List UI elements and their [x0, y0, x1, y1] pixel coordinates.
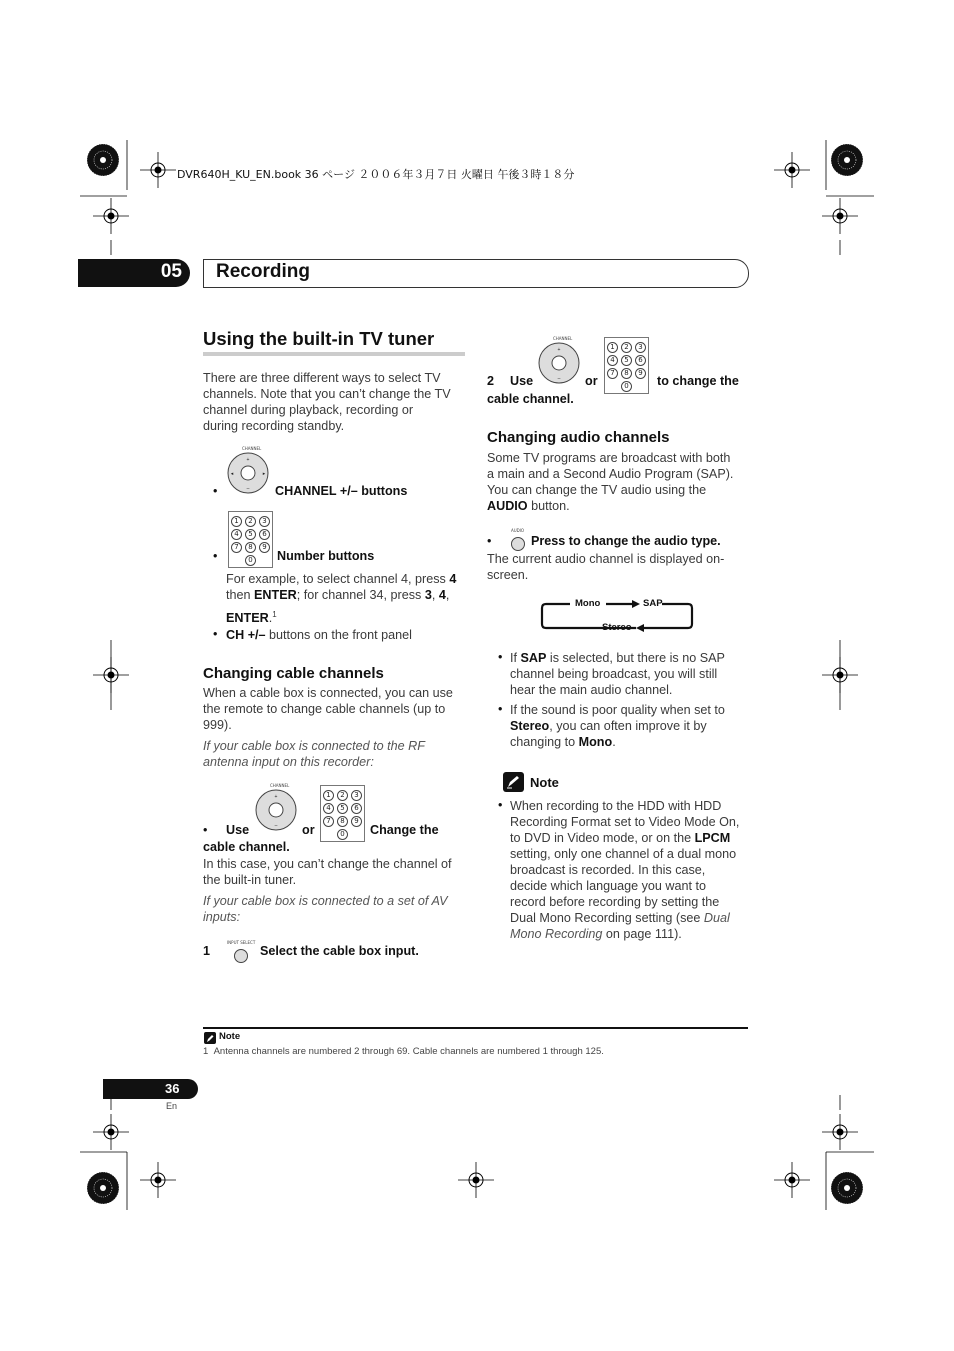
- mono-label: Mono: [575, 598, 601, 609]
- chapter-title: Recording: [216, 261, 310, 282]
- stereo-label: Stereo: [602, 622, 632, 633]
- number-buttons-label: Number buttons: [277, 549, 375, 563]
- footnote-text: 1 Antenna channels are numbered 2 through 69. Cable channels are numbered 1 through 125.: [203, 1046, 604, 1057]
- or-label: or: [302, 823, 315, 837]
- svg-text:+: +: [274, 794, 278, 800]
- reg-mark-11: [774, 1162, 810, 1198]
- example-paragraph: For example, to select channel 4, press 4 then ENTER; for channel 34, press 3, 4, ENTER.$^1$: [226, 572, 457, 626]
- cable-channel-label-2: cable channel.: [487, 392, 574, 406]
- reg-mark-3: [93, 198, 129, 234]
- svg-text:▸: ▸: [262, 471, 266, 477]
- section-title: Using the built-in TV tuner: [203, 328, 435, 349]
- svg-text:◂: ◂: [230, 471, 234, 477]
- reg-mark-7: [93, 1114, 129, 1150]
- star-mark-tr: [831, 144, 863, 176]
- audio-heading: Changing audio channels: [487, 429, 670, 446]
- bullet-dot: •: [498, 650, 503, 664]
- cable-heading: Changing cable channels: [203, 665, 384, 682]
- use-label: Use: [226, 823, 250, 837]
- channel-button-icon-3: CHANNEL + –: [536, 336, 582, 388]
- reg-mark-10: [458, 1162, 494, 1198]
- footnote-rule: [203, 1027, 748, 1029]
- bullet-dot: •: [213, 484, 218, 498]
- sap-bullet: If SAP is selected, but there is no SAP channel being broadcast, you will still hear the main audio channel.: [510, 651, 725, 697]
- footnote-note-icon: [204, 1032, 216, 1044]
- bullet-dot: •: [213, 627, 218, 641]
- bullet-dot: •: [487, 534, 492, 548]
- chapter-number: 05: [160, 261, 182, 282]
- number-buttons-icon-3: 1 2 3 4 5 6 7 8 9 0: [604, 337, 649, 394]
- step-1-text: Select the cable box input.: [260, 944, 419, 958]
- page-lang: En: [166, 1101, 178, 1111]
- channel-button-icon: CHANNEL + – ◂ ▸: [225, 446, 271, 496]
- reg-mark-1: [140, 152, 176, 188]
- step-2-number: 2: [487, 374, 495, 388]
- reg-mark-8: [822, 1114, 858, 1150]
- use-label-2: Use: [510, 374, 534, 388]
- bullet-dot: •: [203, 823, 208, 837]
- av-italic: If your cable box is connected to a set of AV inputs:: [203, 894, 448, 924]
- svg-text:–: –: [274, 823, 278, 829]
- reg-mark-9: [140, 1162, 176, 1198]
- stereo-bullet: If the sound is poor quality when set to Stereo, you can often improve it by changing to Mono.: [510, 703, 725, 749]
- footnote-ref: 1: [272, 610, 277, 619]
- svg-text:–: –: [557, 376, 561, 382]
- audio-button-icon: AUDIO: [508, 528, 530, 552]
- star-mark-bl: [87, 1172, 119, 1204]
- page-number-pill: [103, 1079, 198, 1099]
- note-text: When recording to the HDD with HDD Recording Format set to Video Mode On, to DVD in Video mode, or on the LPCM setting, only one channel of a dual mono broadcast is recorded. In this case, decide which language you want to record before recording by setting the Dual Mono Recording setting (see Dual Mono Recording on page 111).: [510, 799, 740, 941]
- step-1-number: 1: [203, 944, 211, 958]
- note-title: Note: [530, 775, 559, 790]
- chapter-title-bar: [203, 259, 749, 288]
- change-label: Change the: [370, 823, 439, 837]
- intro-paragraph: There are three different ways to select TV channels. Note that you can’t change the TV channel during playback, recording or during recording standby.: [203, 371, 451, 433]
- audio-paragraph: Some TV programs are broadcast with both a main and a Second Audio Program (SAP). You can change the TV audio using the AUDIO button.: [487, 451, 734, 513]
- input-select-icon: INPUT SELECT: [226, 940, 258, 964]
- svg-text:+: +: [557, 347, 561, 353]
- or-label-2: or: [585, 374, 598, 388]
- front-panel-bullet: CH +/– buttons on the front panel: [226, 628, 412, 642]
- cable-paragraph: When a cable box is connected, you can use the remote to change cable channels (up to 999).: [203, 686, 453, 732]
- reg-mark-4: [822, 198, 858, 234]
- channel-button-icon-2: CHANNEL + –: [253, 783, 299, 835]
- chapter-pill: [78, 259, 190, 287]
- cannot-paragraph: In this case, you can’t change the channel of the built-in tuner.: [203, 857, 452, 887]
- section-rule: [203, 352, 465, 356]
- current-paragraph: The current audio channel is displayed on- screen.: [487, 552, 725, 582]
- note-icon: [503, 772, 524, 792]
- to-change-label: to change the: [657, 374, 739, 388]
- number-buttons-icon-2: 1 2 3 4 5 6 7 8 9 0: [320, 785, 365, 842]
- bullet-dot: •: [213, 549, 218, 563]
- channel-buttons-label: CHANNEL +/– buttons: [275, 484, 408, 498]
- rf-italic: If your cable box is connected to the RF antenna input on this recorder:: [203, 739, 425, 769]
- svg-text:–: –: [246, 486, 250, 492]
- footnote-title: Note: [219, 1031, 241, 1042]
- cable-channel-label: cable channel.: [203, 840, 290, 854]
- number-buttons-icon: 1 2 3 4 5 6 7 8 9 0: [228, 511, 273, 568]
- page-number: 36: [165, 1081, 180, 1096]
- bullet-dot: •: [498, 798, 503, 812]
- reg-mark-2: [774, 152, 810, 188]
- sap-label: SAP: [643, 598, 663, 609]
- press-label: Press to change the audio type.: [531, 534, 721, 548]
- star-mark-br: [831, 1172, 863, 1204]
- audio-cycle-diagram: [540, 596, 696, 636]
- svg-text:+: +: [246, 457, 250, 463]
- star-mark-tl: [87, 144, 119, 176]
- bullet-dot: •: [498, 702, 503, 716]
- print-header: DVR640H_KU_EN.book 36 ページ ２００６年３月７日 火曜日 午後３時１８分: [177, 168, 575, 181]
